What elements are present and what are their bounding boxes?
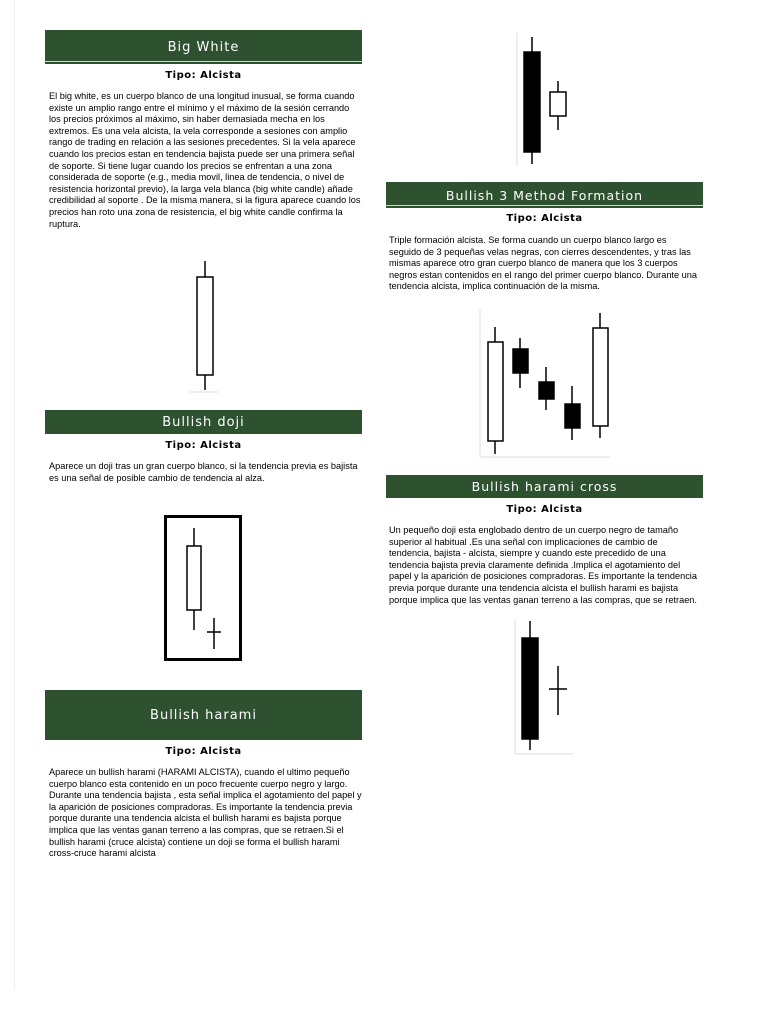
bullish-doji-tipo: Tipo: Alcista: [165, 440, 242, 451]
bullish-3-method-candle-1-body: [488, 342, 503, 441]
big-white-candle-figure: [185, 258, 225, 398]
bullish-doji-white-body: [187, 546, 201, 610]
bullish-doji-description: Aparece un doji tras un gran cuerpo blanco, si la tendencia previa es bajista es una señal de posible cambio de tendencia al alza.: [49, 461, 358, 483]
big-white-candle-body: [197, 277, 213, 375]
bullish-3-method-tipo: Tipo: Alcista: [506, 213, 583, 224]
bullish-doji-title-band: [45, 410, 362, 434]
bullish-harami-title: Bullish harami: [150, 707, 257, 723]
bullish-harami-cross-tipo: Tipo: Alcista: [506, 504, 583, 515]
bullish-harami-cross-figure: [513, 620, 575, 758]
bullish-harami-title-band: [45, 690, 362, 740]
bullish-3-method-figure: [478, 309, 612, 459]
bullish-3-method-candle-4-body: [565, 404, 580, 428]
bullish-3-method-candle-2-body: [513, 349, 528, 373]
bullish-doji-figure: [164, 515, 244, 663]
bullish-3-method-description: Triple formación alcista. Se forma cuando un cuerpo blanco largo es seguido de 3 pequeñas velas negras, con cierres descendentes, y tras las mismas aparece otro gran cuerpo blanco de manera que los 3 cuerpos negros estan contenidos en el rango del primer cuerpo blanco. Durante una tendencia alcista, implica continuación de la misma.: [389, 235, 697, 292]
bullish-3-method-candle-3-body: [539, 382, 554, 399]
big-white-title: Big White: [167, 39, 240, 55]
bullish-harami-tipo: Tipo: Alcista: [165, 746, 242, 757]
bullish-harami-description: Aparece un bullish harami (HARAMI ALCISTA), cuando el ultimo pequeño cuerpo blanco esta contenido en un poco frecuente cuerpo negro y largo. Durante una tendencia bajista , esta señal implica el agotamiento del papel y la aparición de posiciones compradoras. Es importante la tendencia previa porque durante una tendencia alcista el bullish harami es bajista porque implica que las ventas ganan terreno a las compras, que se retraen.Si el bullish harami (cruce alcista) contiene un doji se forma el bullish harami cross-cruce harami alcista: [49, 767, 362, 859]
bullish-harami-cross-black-body: [522, 638, 538, 739]
bullish-3-method-candle-5-body: [593, 328, 608, 426]
big-white-tipo: Tipo: Alcista: [165, 70, 242, 81]
bullish-harami-cross-description: Un pequeño doji esta englobado dentro de un cuerpo negro de tamaño superior al habitual .Es una señal con implicaciones de cambio de tendencia, bajista - alcista, siempre y cuando este precedido de una tendencia bajista previa claramente definida .Implica el agotamiento del papel y la aparición de posiciones compradoras. Es importante la tendencia previa porque durante una tendencia alcista el bullish harami es bajista porque implica que las ventas ganan terreno a las compras, que se retraen.: [389, 525, 697, 605]
bullish-doji-title: Bullish doji: [162, 414, 245, 430]
bullish-harami-cross-title-band: [386, 475, 703, 498]
big-white-description: El big white, es un cuerpo blanco de una longitud inusual, se forma cuando existe un amplio rango entre el mínimo y el máximo de la sesión cerrando los precios próximos al máximo, sin haber demasiada mecha en los extremos. Es una vela alcista, la vela corresponde a sesiones con amplio rango de trading en relación a las sesiones precedentes. Si la vela aparece cuando los precios estan en tendencia bajista puede ser una primera señal de soporte. Si tiene lugar cuando los precios se enfrentan a una zona considerada de soporte (e.g., media movil, linea de tendencia, o nivel de resistencia horizontal previo), la larga vela blanca (big white candle) añade credibilidad al soporte . De la misma manera, si la figura aparece cuando los precios han roto una zona de resistencia, el big white candle confirma la ruptura.: [49, 91, 361, 229]
bullish-harami-cross-title: Bullish harami cross: [471, 479, 618, 494]
page-edge: [14, 0, 15, 990]
bullish-doji-frame: [166, 517, 241, 660]
big-white-title-band: [45, 30, 362, 64]
top-pattern-black-body: [524, 52, 540, 152]
bullish-3-method-title-band: [386, 182, 703, 208]
bullish-3-method-title: Bullish 3 Method Formation: [445, 187, 644, 203]
top-pattern-figure: [515, 33, 575, 169]
top-pattern-white-body: [550, 92, 566, 116]
